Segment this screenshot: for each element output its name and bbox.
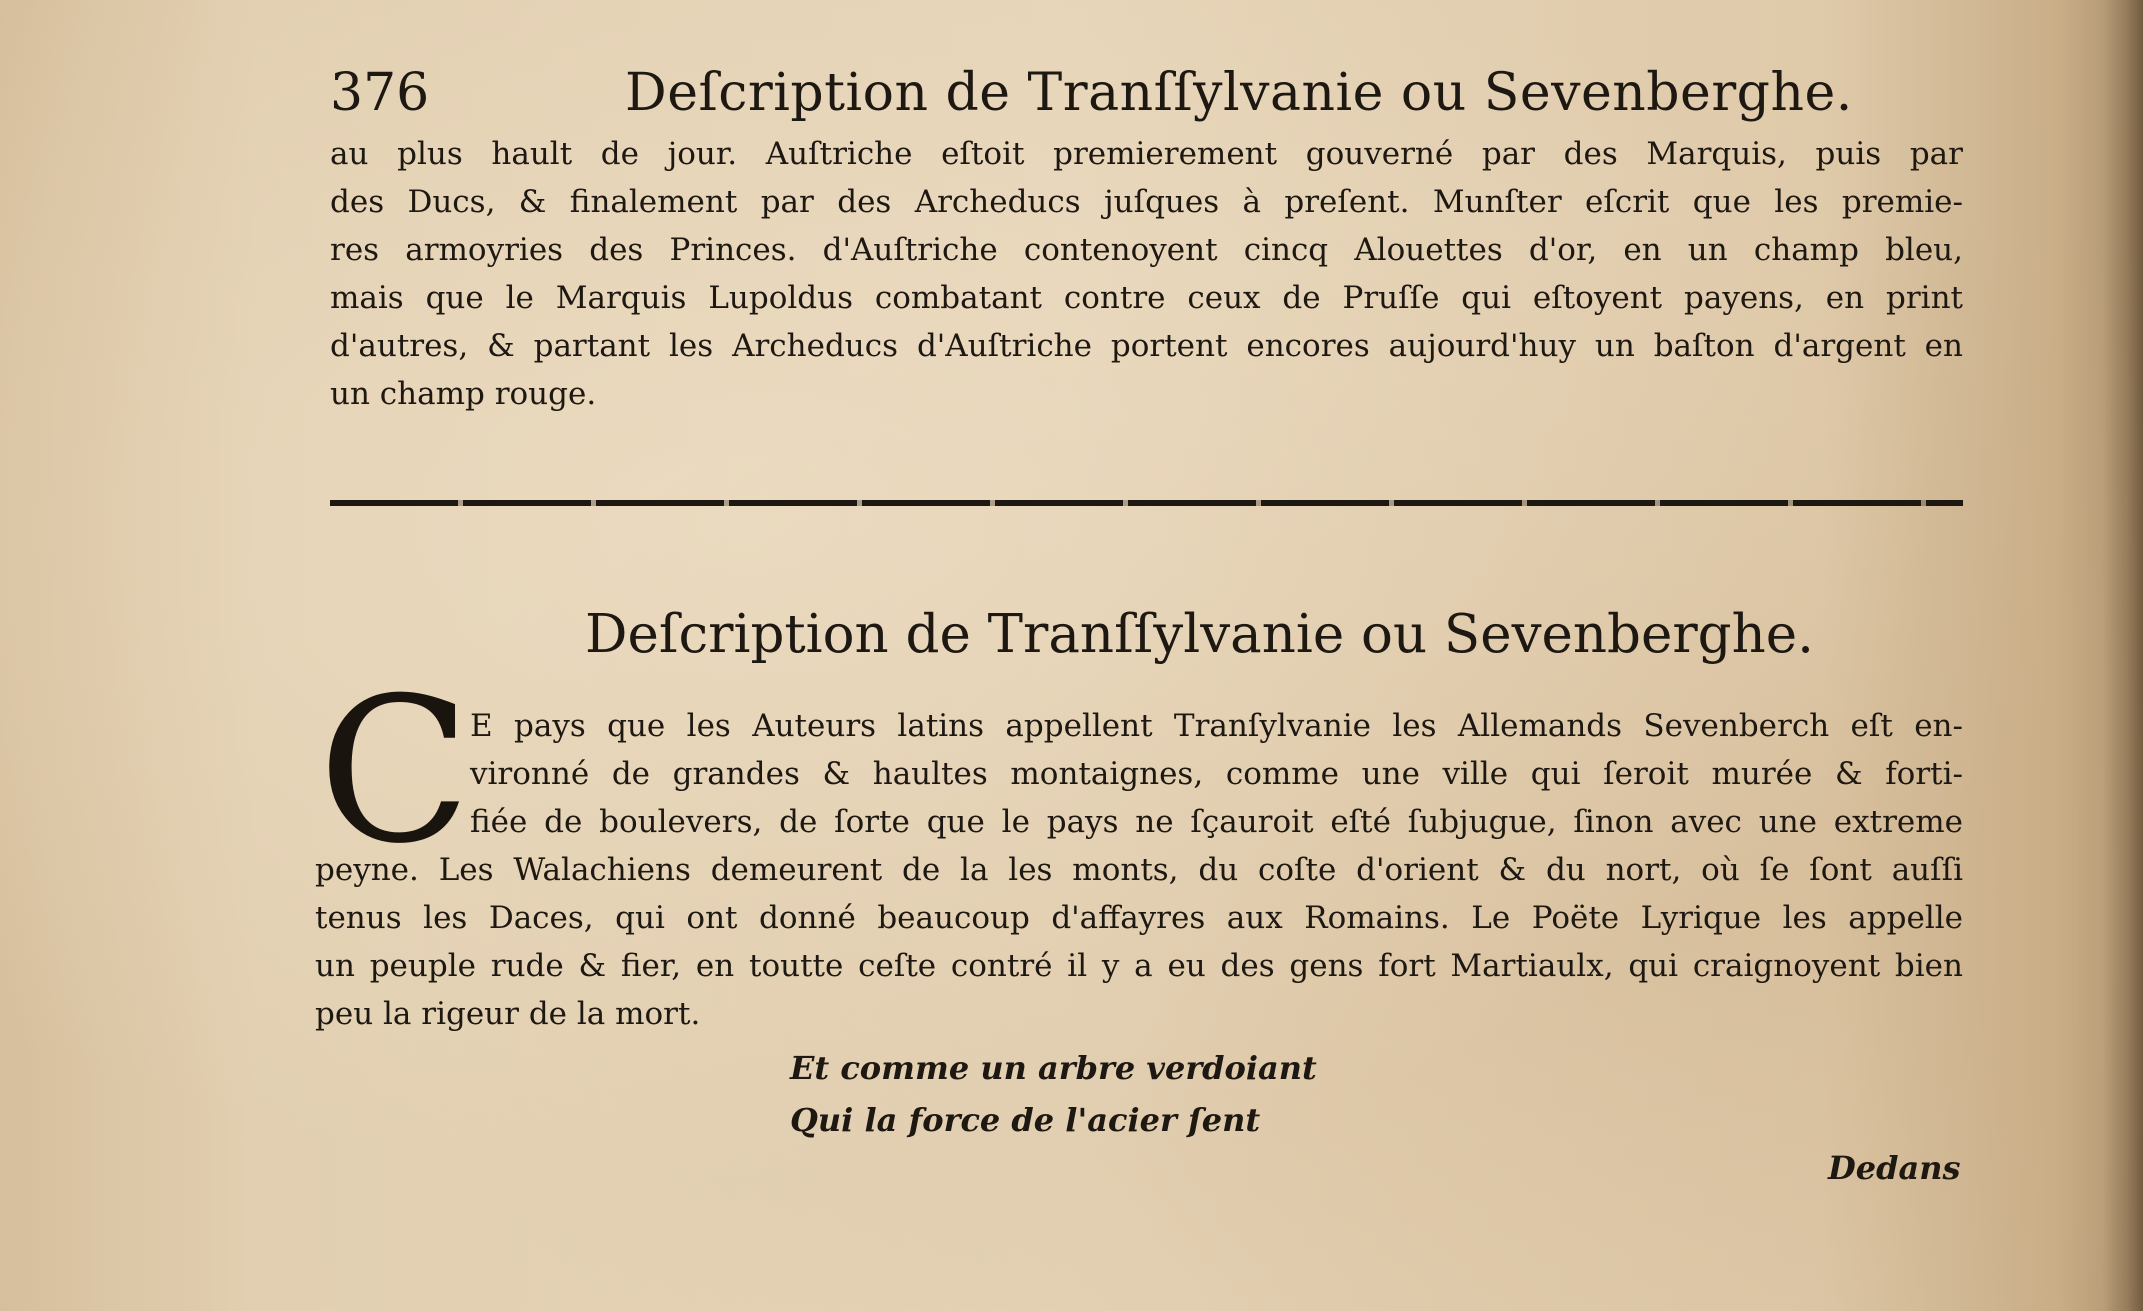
page-gutter-shadow <box>2103 0 2143 1311</box>
drop-cap-initial: C <box>318 655 472 888</box>
text-line: res armoyries des Princes. d'Auſtriche contenoyent cincq Alouettes d'or, en un champ bleu, <box>330 232 1963 268</box>
text-line: un champ rouge. <box>330 376 597 412</box>
preceding-paragraph <box>330 130 1963 418</box>
running-title: Deſcription de Tranſſylvanie ou Sevenberghe. <box>625 63 1853 123</box>
text-line: peu la rigeur de la mort. <box>315 996 701 1032</box>
text-line: d'autres, & partant les Archeducs d'Auſtriche portent encores aujourd'huy un baſton d'argent en <box>330 328 1963 364</box>
text-line: peyne. Les Walachiens demeurent de la les monts, du coſte d'orient & du nort, où ſe ſont auſſi <box>315 852 1963 888</box>
section-title: Deſcription de Tranſſylvanie ou Sevenberghe. <box>585 604 1814 665</box>
catchword: Dedans <box>1828 1149 1961 1187</box>
text-line: mais que le Marquis Lupoldus combatant contre ceux de Pruſſe qui eſtoyent payens, en print <box>330 280 1963 316</box>
text-line: vironné de grandes & haultes montaignes, comme une ville qui ſeroit murée & forti- <box>470 756 1963 792</box>
indented-paragraph-lines <box>470 702 1963 846</box>
verse-line: Et comme un arbre verdoiant <box>790 1049 1317 1087</box>
running-head <box>330 58 1970 128</box>
text-line: E pays que les Auteurs latins appellent Tranſylvanie les Allemands Sevenberch eſt en- <box>470 708 1963 744</box>
text-line: au plus hault de jour. Auſtriche eſtoit premierement gouverné par des Marquis, puis par <box>330 136 1963 172</box>
text-line: tenus les Daces, qui ont donné beaucoup d'affayres aux Romains. Le Poëte Lyrique les appelle <box>315 900 1963 936</box>
text-line: des Ducs, & finalement par des Archeducs juſques à preſent. Munſter eſcrit que les premie- <box>330 184 1963 220</box>
text-line: fiée de boulevers, de ſorte que le pays ne ſçauroit eſté ſubjugue, ſinon avec une extreme <box>470 804 1963 840</box>
section-divider-rule <box>330 500 1963 506</box>
page-number: 376 <box>330 63 430 123</box>
text-line: un peuple rude & fier, en toutte ceſte contré il y a eu des gens fort Martiaulx, qui craignoyent bien <box>315 948 1963 984</box>
verse-line: Qui la force de l'acier ſent <box>790 1101 1261 1139</box>
full-width-paragraph-lines <box>315 846 1963 1038</box>
